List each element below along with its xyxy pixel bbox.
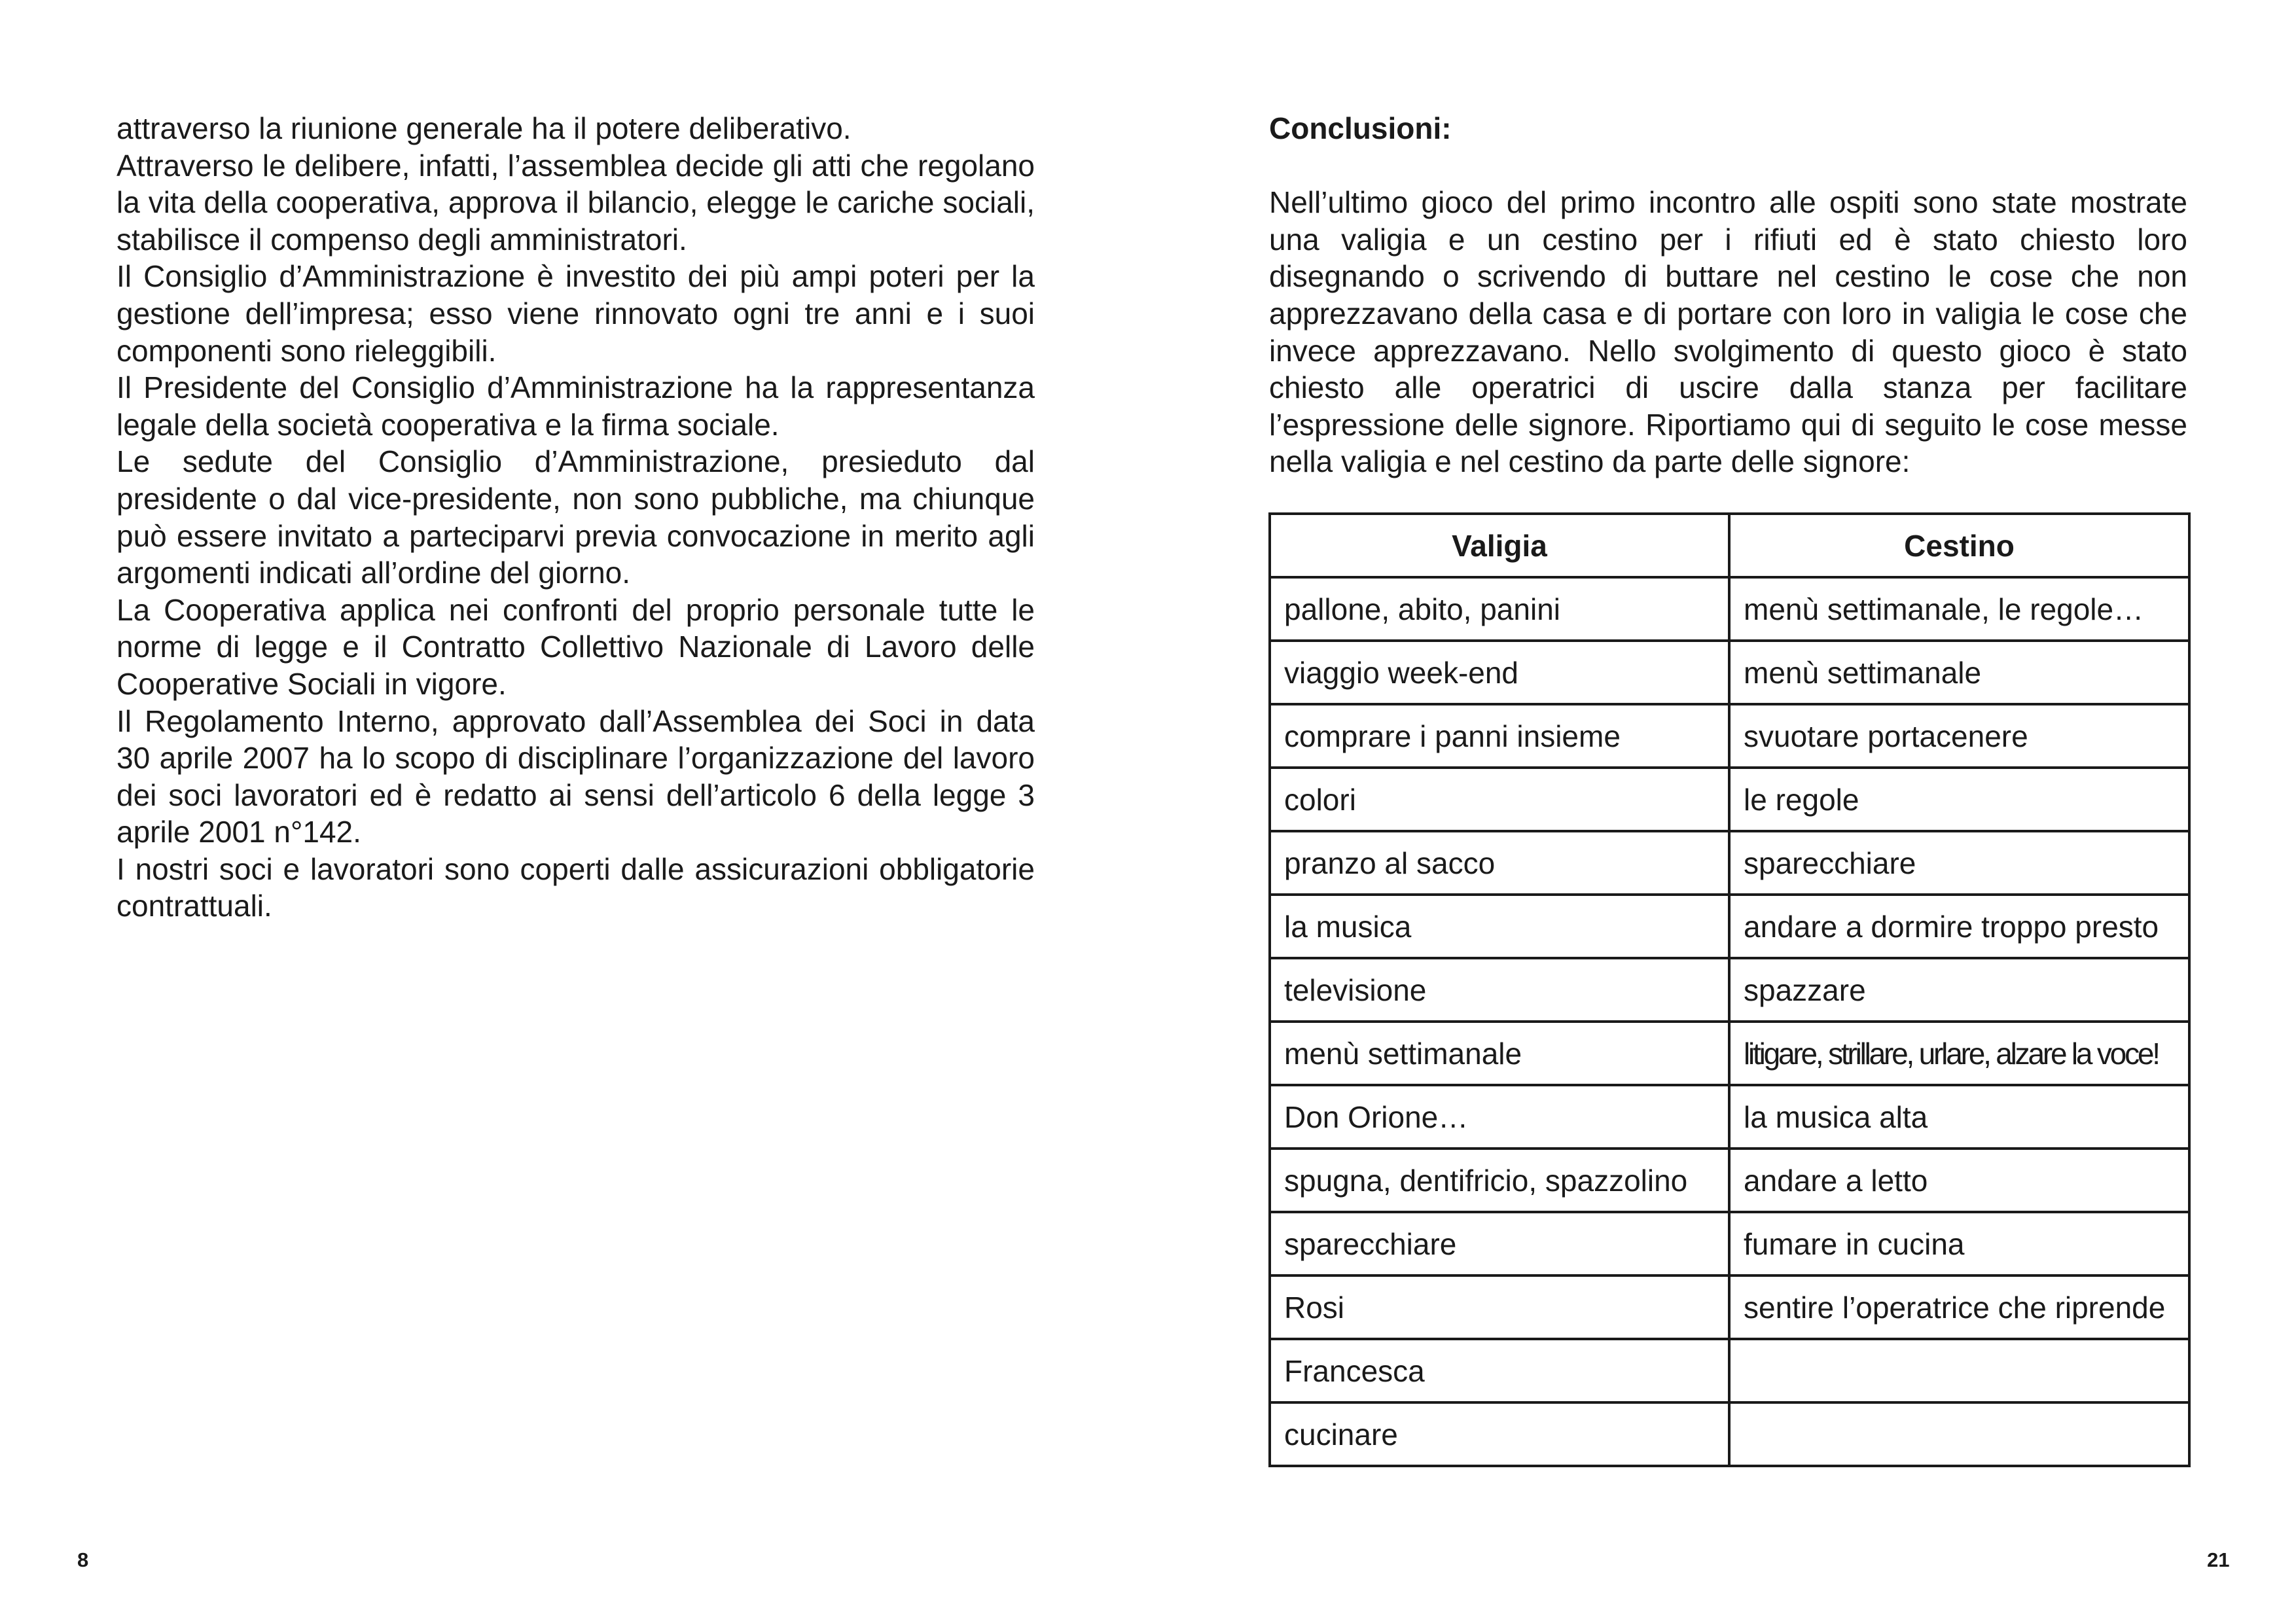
cestino-cell: andare a dormire troppo presto	[1729, 895, 2189, 958]
valigia-cell: comprare i panni insieme	[1270, 704, 1729, 768]
valigia-cell: menù settimanale	[1270, 1022, 1729, 1085]
cestino-cell: fumare in cucina	[1729, 1212, 2189, 1275]
table-header-row	[1270, 514, 2189, 577]
valigia-cell: viaggio week-end	[1270, 641, 1729, 704]
cestino-cell: svuotare portacenere	[1729, 704, 2189, 768]
table-row	[1270, 1022, 2189, 1085]
valigia-cestino-table	[1268, 512, 2191, 1467]
page-number-right: 21	[2207, 1548, 2230, 1571]
valigia-cell: Rosi	[1270, 1275, 1729, 1339]
right-page-text	[1269, 110, 2187, 480]
table-row	[1270, 958, 2189, 1022]
table-row	[1270, 831, 2189, 895]
table-row	[1270, 1149, 2189, 1212]
table-row	[1270, 577, 2189, 641]
section-heading: Conclusioni:	[1269, 111, 1452, 145]
table-row	[1270, 1402, 2189, 1466]
valigia-cell: televisione	[1270, 958, 1729, 1022]
page-number-left: 8	[77, 1548, 89, 1571]
valigia-cell: cucinare	[1270, 1402, 1729, 1466]
valigia-cell: spugna, dentifricio, spazzolino	[1270, 1149, 1729, 1212]
table-row	[1270, 704, 2189, 768]
paragraph: Il Presidente del Consiglio d’Amministrazione ha la rappresentanza legale della società cooperativa e la firma sociale.	[117, 370, 1035, 442]
paragraph: La Cooperativa applica nei confronti del proprio personale tutte le norme di legge e il Contratto Collettivo Nazionale di Lavoro delle Cooperative Sociali in vigore.	[117, 592, 1035, 701]
cestino-cell: le regole	[1729, 768, 2189, 831]
paragraph: Nell’ultimo gioco del primo incontro alle ospiti sono state mostrate una valigia e un cestino per i rifiuti ed è stato chiesto loro disegnando o scrivendo di buttare nel cestino le cose che non apprezzavano della casa e di portare con loro in valigia le cose che invece apprezzavano. Nello svolgimento di questo gioco è stato chiesto alle operatrici di uscire dalla stanza per facilitare l’espressione delle signore. Riportiamo qui di seguito le cose messe nella valigia e nel cestino da parte delle signore:	[1269, 185, 2187, 479]
cestino-cell: sparecchiare	[1729, 831, 2189, 895]
paragraph: attraverso la riunione generale ha il potere deliberativo.	[117, 111, 852, 145]
cestino-cell	[1729, 1402, 2189, 1466]
table-row	[1270, 1339, 2189, 1402]
valigia-cell: sparecchiare	[1270, 1212, 1729, 1275]
paragraph: Il Regolamento Interno, approvato dall’Assemblea dei Soci in data 30 aprile 2007 ha lo scopo di disciplinare l’organizzazione del lavoro dei soci lavoratori ed è redatto ai sensi dell’articolo 6 della legge 3 aprile 2001 n°142.	[117, 704, 1035, 849]
valigia-cell: la musica	[1270, 895, 1729, 958]
table-row	[1270, 768, 2189, 831]
cestino-cell	[1729, 1339, 2189, 1402]
cestino-cell: menù settimanale, le regole…	[1729, 577, 2189, 641]
table-row	[1270, 895, 2189, 958]
cestino-cell: litigare, strillare, urlare, alzare la voce!	[1729, 1022, 2189, 1085]
paragraph: Le sedute del Consiglio d’Amministrazione, presieduto dal presidente o dal vice-presidente, non sono pubbliche, ma chiunque può essere invitato a parteciparvi previa convocazione in merito agli argomenti indicati all’ordine del giorno.	[117, 444, 1035, 590]
cestino-cell: sentire l’operatrice che riprende	[1729, 1275, 2189, 1339]
column-header-valigia: Valigia	[1270, 514, 1729, 577]
valigia-cell: Francesca	[1270, 1339, 1729, 1402]
valigia-cell: colori	[1270, 768, 1729, 831]
table-row	[1270, 641, 2189, 704]
cestino-cell: andare a letto	[1729, 1149, 2189, 1212]
table-row	[1270, 1275, 2189, 1339]
cestino-cell: spazzare	[1729, 958, 2189, 1022]
paragraph: Attraverso le delibere, infatti, l’assemblea decide gli atti che regolano la vita della cooperativa, approva il bilancio, elegge le cariche sociali, stabilisce il compenso degli amministratori.	[117, 148, 1035, 257]
paragraph: Il Consiglio d’Amministrazione è investito dei più ampi poteri per la gestione dell’impresa; esso viene rinnovato ogni tre anni e i suoi componenti sono rieleggibili.	[117, 259, 1035, 368]
table-row	[1270, 1212, 2189, 1275]
column-header-cestino: Cestino	[1729, 514, 2189, 577]
valigia-cell: pranzo al sacco	[1270, 831, 1729, 895]
left-page-text	[117, 110, 1035, 925]
cestino-cell: menù settimanale	[1729, 641, 2189, 704]
table-row	[1270, 1085, 2189, 1149]
valigia-cell: pallone, abito, panini	[1270, 577, 1729, 641]
paragraph: I nostri soci e lavoratori sono coperti dalle assicurazioni obbligatorie contrattuali.	[117, 851, 1035, 923]
cestino-cell: la musica alta	[1729, 1085, 2189, 1149]
valigia-cell: Don Orione…	[1270, 1085, 1729, 1149]
